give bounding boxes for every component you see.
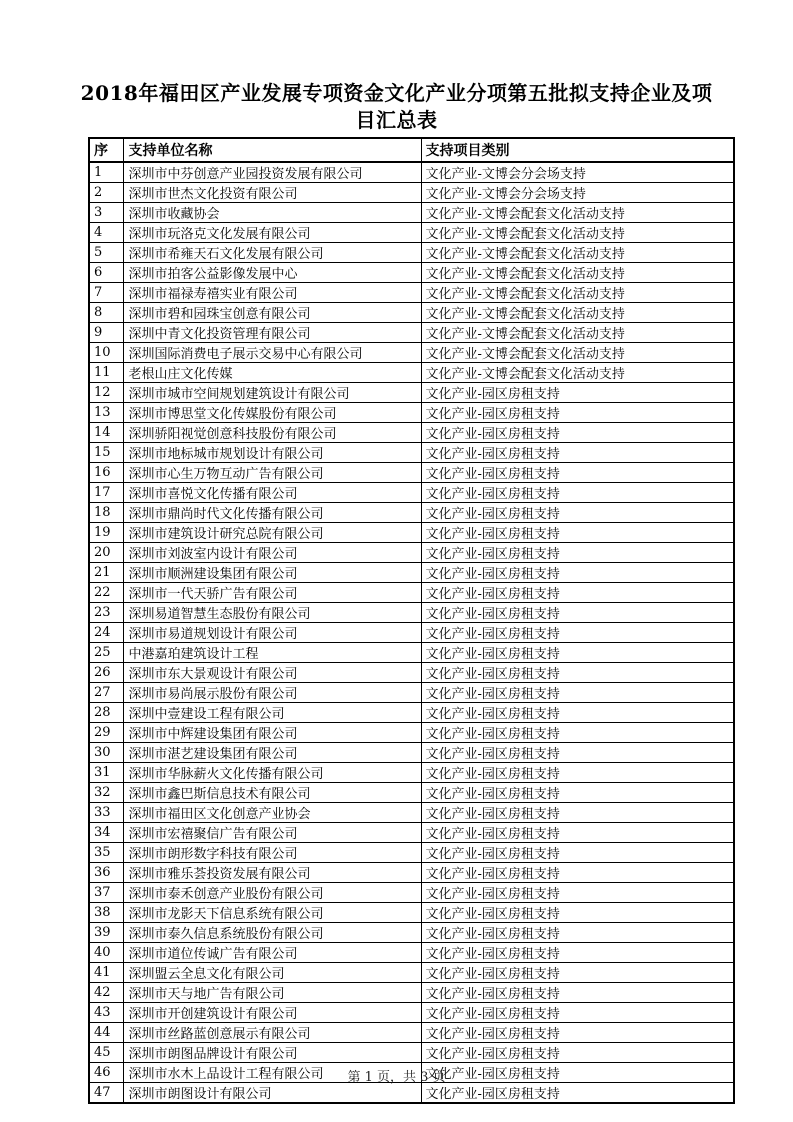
company-name-cell: 深圳市丝路蓝创意展示有限公司 (123, 1023, 421, 1043)
company-name-cell: 深圳市世杰文化投资有限公司 (123, 183, 421, 203)
category-cell: 文化产业-园区房租支持 (421, 903, 734, 923)
category-cell: 文化产业-文博会配套文化活动支持 (421, 283, 734, 303)
company-name-cell: 深圳易道智慧生态股份有限公司 (123, 603, 421, 623)
company-name-cell: 深圳市一代天骄广告有限公司 (123, 583, 421, 603)
table-row (89, 523, 734, 543)
company-name-cell: 深圳市中辉建设集团有限公司 (123, 723, 421, 743)
row-number-cell: 5 (89, 243, 123, 263)
company-name-cell: 深圳市道位传诚广告有限公司 (123, 943, 421, 963)
table-row (89, 703, 734, 723)
row-number-cell: 20 (89, 543, 123, 563)
company-name-cell: 深圳市中芬创意产业园投资发展有限公司 (123, 162, 421, 183)
category-cell: 文化产业-园区房租支持 (421, 583, 734, 603)
category-cell: 文化产业-文博会配套文化活动支持 (421, 343, 734, 363)
table-row (89, 723, 734, 743)
category-cell: 文化产业-园区房租支持 (421, 963, 734, 983)
row-number-cell: 41 (89, 963, 123, 983)
company-name-cell: 老根山庄文化传媒 (123, 363, 421, 383)
table-row (89, 943, 734, 963)
row-number-cell: 45 (89, 1043, 123, 1063)
table-row (89, 243, 734, 263)
company-name-cell: 深圳市朗图设计有限公司 (123, 1083, 421, 1104)
category-cell: 文化产业-园区房租支持 (421, 843, 734, 863)
table-row (89, 162, 734, 183)
company-name-cell: 深圳市收藏协会 (123, 203, 421, 223)
row-number-cell: 23 (89, 603, 123, 623)
category-cell: 文化产业-文博会配套文化活动支持 (421, 363, 734, 383)
row-number-cell: 38 (89, 903, 123, 923)
table-row (89, 403, 734, 423)
category-cell: 文化产业-园区房租支持 (421, 443, 734, 463)
table-row (89, 503, 734, 523)
company-name-cell: 深圳市易尚展示股份有限公司 (123, 683, 421, 703)
row-number-cell: 27 (89, 683, 123, 703)
table-row (89, 643, 734, 663)
row-number-cell: 29 (89, 723, 123, 743)
row-number-cell: 25 (89, 643, 123, 663)
row-number-cell: 37 (89, 883, 123, 903)
company-name-cell: 深圳中壹建设工程有限公司 (123, 703, 421, 723)
category-cell: 文化产业-文博会分会场支持 (421, 183, 734, 203)
table-row (89, 903, 734, 923)
table-row (89, 1083, 734, 1104)
category-cell: 文化产业-园区房租支持 (421, 603, 734, 623)
category-cell: 文化产业-园区房租支持 (421, 663, 734, 683)
table-row (89, 843, 734, 863)
category-cell: 文化产业-文博会配套文化活动支持 (421, 323, 734, 343)
table-row (89, 423, 734, 443)
company-name-cell: 深圳市朗形数字科技有限公司 (123, 843, 421, 863)
table-row (89, 663, 734, 683)
row-number-cell: 1 (89, 162, 123, 183)
company-name-cell: 深圳市天与地广告有限公司 (123, 983, 421, 1003)
company-name-cell: 深圳市鼎尚时代文化传播有限公司 (123, 503, 421, 523)
category-cell: 文化产业-园区房租支持 (421, 983, 734, 1003)
row-number-cell: 15 (89, 443, 123, 463)
category-cell: 文化产业-园区房租支持 (421, 503, 734, 523)
company-name-cell: 深圳市易道规划设计有限公司 (123, 623, 421, 643)
category-cell: 文化产业-文博会配套文化活动支持 (421, 203, 734, 223)
table-row (89, 743, 734, 763)
category-cell: 文化产业-文博会配套文化活动支持 (421, 223, 734, 243)
company-name-cell: 深圳市心生万物互动广告有限公司 (123, 463, 421, 483)
row-number-cell: 7 (89, 283, 123, 303)
table-row (89, 883, 734, 903)
row-number-cell: 33 (89, 803, 123, 823)
table-row (89, 443, 734, 463)
company-name-cell: 深圳市希雍天石文化发展有限公司 (123, 243, 421, 263)
category-cell: 文化产业-园区房租支持 (421, 743, 734, 763)
company-name-cell: 深圳市华脉薪火文化传播有限公司 (123, 763, 421, 783)
row-number-cell: 17 (89, 483, 123, 503)
table-row (89, 463, 734, 483)
company-name-cell: 深圳市拍客公益影像发展中心 (123, 263, 421, 283)
company-name-cell: 深圳市龙影天下信息系统有限公司 (123, 903, 421, 923)
row-number-cell: 46 (89, 1063, 123, 1083)
category-cell: 文化产业-园区房租支持 (421, 923, 734, 943)
table-row (89, 583, 734, 603)
company-name-cell: 深圳盟云全息文化有限公司 (123, 963, 421, 983)
table-row (89, 563, 734, 583)
header-cell-unit-name: 支持单位名称 (123, 138, 421, 162)
row-number-cell: 22 (89, 583, 123, 603)
row-number-cell: 39 (89, 923, 123, 943)
table-row (89, 323, 734, 343)
row-number-cell: 34 (89, 823, 123, 843)
row-number-cell: 32 (89, 783, 123, 803)
company-name-cell: 深圳市地标城市规划设计有限公司 (123, 443, 421, 463)
row-number-cell: 13 (89, 403, 123, 423)
header-cell-number: 序 (89, 138, 123, 162)
table-row (89, 1043, 734, 1063)
company-name-cell: 深圳市博思堂文化传媒股份有限公司 (123, 403, 421, 423)
company-name-cell: 深圳市湛艺建设集团有限公司 (123, 743, 421, 763)
row-number-cell: 24 (89, 623, 123, 643)
row-number-cell: 40 (89, 943, 123, 963)
header-cell-project-category: 支持项目类别 (421, 138, 734, 162)
table-row (89, 603, 734, 623)
row-number-cell: 3 (89, 203, 123, 223)
table-row (89, 1023, 734, 1043)
category-cell: 文化产业-文博会配套文化活动支持 (421, 263, 734, 283)
row-number-cell: 4 (89, 223, 123, 243)
category-cell: 文化产业-园区房租支持 (421, 803, 734, 823)
company-name-cell: 深圳市水木上品设计工程有限公司 (123, 1063, 421, 1083)
table-row (89, 183, 734, 203)
table-row (89, 623, 734, 643)
category-cell: 文化产业-园区房租支持 (421, 783, 734, 803)
table-row (89, 363, 734, 383)
category-cell: 文化产业-文博会配套文化活动支持 (421, 243, 734, 263)
category-cell: 文化产业-园区房租支持 (421, 883, 734, 903)
company-name-cell: 深圳市宏禧聚信广告有限公司 (123, 823, 421, 843)
company-name-cell: 深圳中青文化投资管理有限公司 (123, 323, 421, 343)
row-number-cell: 35 (89, 843, 123, 863)
category-cell: 文化产业-园区房租支持 (421, 703, 734, 723)
row-number-cell: 8 (89, 303, 123, 323)
table-row (89, 923, 734, 943)
company-name-cell: 深圳市刘波室内设计有限公司 (123, 543, 421, 563)
table-row (89, 803, 734, 823)
category-cell: 文化产业-园区房租支持 (421, 1083, 734, 1104)
table-row (89, 343, 734, 363)
page-title (0, 80, 793, 134)
category-cell: 文化产业-园区房租支持 (421, 1023, 734, 1043)
row-number-cell: 11 (89, 363, 123, 383)
company-name-cell: 深圳骄阳视觉创意科技股份有限公司 (123, 423, 421, 443)
row-number-cell: 19 (89, 523, 123, 543)
table-row (89, 223, 734, 243)
category-cell: 文化产业-园区房租支持 (421, 1043, 734, 1063)
table-row (89, 303, 734, 323)
category-cell: 文化产业-园区房租支持 (421, 683, 734, 703)
company-name-cell: 深圳市雅乐荟投资发展有限公司 (123, 863, 421, 883)
row-number-cell: 42 (89, 983, 123, 1003)
table-row (89, 983, 734, 1003)
company-name-cell: 深圳市泰禾创意产业股份有限公司 (123, 883, 421, 903)
table-row (89, 383, 734, 403)
category-cell: 文化产业-文博会配套文化活动支持 (421, 303, 734, 323)
table-row (89, 543, 734, 563)
page-title-text: 2018年福田区产业发展专项资金文化产业分项第五批拟支持企业及项目汇总表 (80, 81, 713, 132)
table-row (89, 683, 734, 703)
category-cell: 文化产业-园区房租支持 (421, 643, 734, 663)
company-name-cell: 深圳市鑫巴斯信息技术有限公司 (123, 783, 421, 803)
row-number-cell: 30 (89, 743, 123, 763)
company-name-cell: 深圳市玩洛克文化发展有限公司 (123, 223, 421, 243)
company-name-cell: 深圳市泰久信息系统股份有限公司 (123, 923, 421, 943)
table-row (89, 1003, 734, 1023)
row-number-cell: 16 (89, 463, 123, 483)
row-number-cell: 36 (89, 863, 123, 883)
row-number-cell: 31 (89, 763, 123, 783)
table-row (89, 283, 734, 303)
table-row (89, 263, 734, 283)
row-number-cell: 43 (89, 1003, 123, 1023)
row-number-cell: 26 (89, 663, 123, 683)
category-cell: 文化产业-园区房租支持 (421, 483, 734, 503)
company-name-cell: 深圳市福田区文化创意产业协会 (123, 803, 421, 823)
table-row (89, 763, 734, 783)
row-number-cell: 10 (89, 343, 123, 363)
company-name-cell: 深圳市城市空间规划建筑设计有限公司 (123, 383, 421, 403)
company-name-cell: 深圳市开创建筑设计有限公司 (123, 1003, 421, 1023)
row-number-cell: 6 (89, 263, 123, 283)
company-name-cell: 深圳市建筑设计研究总院有限公司 (123, 523, 421, 543)
support-units-table (88, 137, 735, 1104)
table-body (89, 162, 734, 1103)
category-cell: 文化产业-园区房租支持 (421, 763, 734, 783)
company-name-cell: 深圳市福禄寿禧实业有限公司 (123, 283, 421, 303)
table-row (89, 823, 734, 843)
row-number-cell: 12 (89, 383, 123, 403)
category-cell: 文化产业-园区房租支持 (421, 543, 734, 563)
category-cell: 文化产业-园区房租支持 (421, 723, 734, 743)
table-row (89, 863, 734, 883)
category-cell: 文化产业-园区房租支持 (421, 1003, 734, 1023)
category-cell: 文化产业-园区房租支持 (421, 623, 734, 643)
row-number-cell: 14 (89, 423, 123, 443)
category-cell: 文化产业-园区房租支持 (421, 523, 734, 543)
category-cell: 文化产业-文博会分会场支持 (421, 162, 734, 183)
row-number-cell: 28 (89, 703, 123, 723)
company-name-cell: 深圳国际消费电子展示交易中心有限公司 (123, 343, 421, 363)
company-name-cell: 深圳市朗图品牌设计有限公司 (123, 1043, 421, 1063)
row-number-cell: 21 (89, 563, 123, 583)
category-cell: 文化产业-园区房租支持 (421, 823, 734, 843)
table-header-row (89, 138, 734, 162)
company-name-cell: 深圳市顺洲建设集团有限公司 (123, 563, 421, 583)
category-cell: 文化产业-园区房租支持 (421, 423, 734, 443)
company-name-cell: 深圳市东大景观设计有限公司 (123, 663, 421, 683)
table-row (89, 783, 734, 803)
category-cell: 文化产业-园区房租支持 (421, 863, 734, 883)
row-number-cell: 44 (89, 1023, 123, 1043)
table-row (89, 963, 734, 983)
row-number-cell: 18 (89, 503, 123, 523)
page-number-footer: 第 1 页，共 3 页 (347, 1070, 446, 1085)
table-row (89, 203, 734, 223)
category-cell: 文化产业-园区房租支持 (421, 943, 734, 963)
company-name-cell: 深圳市喜悦文化传播有限公司 (123, 483, 421, 503)
category-cell: 文化产业-园区房租支持 (421, 403, 734, 423)
category-cell: 文化产业-园区房租支持 (421, 563, 734, 583)
category-cell: 文化产业-园区房租支持 (421, 1063, 734, 1083)
category-cell: 文化产业-园区房租支持 (421, 383, 734, 403)
company-name-cell: 深圳市碧和园珠宝创意有限公司 (123, 303, 421, 323)
row-number-cell: 9 (89, 323, 123, 343)
row-number-cell: 47 (89, 1083, 123, 1104)
table-row (89, 483, 734, 503)
company-name-cell: 中港嘉珀建筑设计工程 (123, 643, 421, 663)
category-cell: 文化产业-园区房租支持 (421, 463, 734, 483)
row-number-cell: 2 (89, 183, 123, 203)
